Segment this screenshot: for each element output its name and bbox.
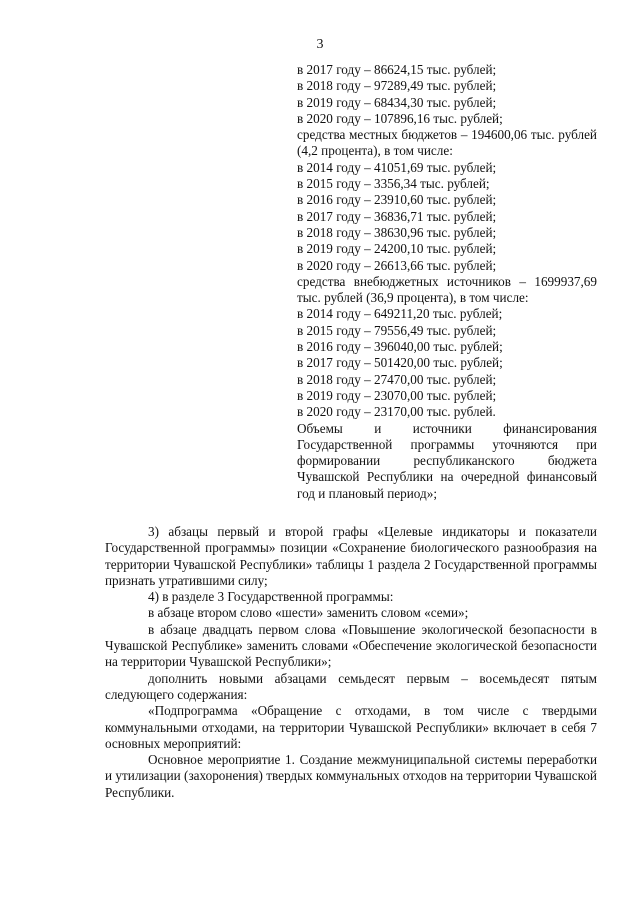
local-line-2015: в 2015 году – 3356,34 тыс. рублей; xyxy=(297,176,490,192)
local-line-2016: в 2016 году – 23910,60 тыс. рублей; xyxy=(297,192,497,208)
local-line-2019: в 2019 году – 24200,10 тыс. рублей; xyxy=(297,241,497,257)
paragraph-item-3: 3) абзацы первый и второй графы «Целевые индикаторы и показатели Государственной программы» позиции «Сохранение биологического разнообразия на территории Чувашской Республики» таблицы 1 раздела 2 Государственной программы признать утратившими силу; xyxy=(105,524,597,588)
funding-column xyxy=(297,62,597,502)
paragraph-main-activity-1: Основное мероприятие 1. Создание межмуниципальной системы переработки и утилизации (захоронения) твердых коммунальных отходов на территории Чувашской Республики. xyxy=(105,752,597,800)
funding-line-2020: в 2020 году – 107896,16 тыс. рублей; xyxy=(297,110,503,126)
offbudget-line-2017: в 2017 году – 501420,00 тыс. рублей; xyxy=(297,355,503,371)
paragraph-replace-phrase: в абзаце двадцать первом слова «Повышение экологической безопасности в Чувашской Республике» заменить словами «Обеспечение экологической безопасности на территории Чувашской Республики»; xyxy=(105,621,597,670)
funding-closing-note: Объемы и источники финансирования Государственной программы уточняются при формировании республиканского бюджета Чувашской Республики на очередной финансовый год и плановый период»; xyxy=(297,420,597,501)
funding-line-2017: в 2017 году – 86624,15 тыс. рублей; xyxy=(297,62,497,77)
offbudget-line-2016: в 2016 году – 396040,00 тыс. рублей; xyxy=(297,339,503,355)
funding-line-2018: в 2018 году – 97289,49 тыс. рублей; xyxy=(297,78,497,94)
offbudget-heading: средства внебюджетных источников – 1699937,69 тыс. рублей (36,9 процента), в том числе: xyxy=(297,273,597,306)
paragraph-subprogram: «Подпрограмма «Обращение с отходами, в том числе с твердыми коммунальными отходами, на территории Чувашской Республики» включает в себя 7 основных мероприятий: xyxy=(105,703,597,751)
offbudget-line-2019: в 2019 году – 23070,00 тыс. рублей; xyxy=(297,387,497,403)
funding-line-2019: в 2019 году – 68434,30 тыс. рублей; xyxy=(297,94,497,110)
local-line-2018: в 2018 году – 38630,96 тыс. рублей; xyxy=(297,224,497,240)
local-budgets-heading: средства местных бюджетов – 194600,06 тыс. рублей (4,2 процента), в том числе: xyxy=(297,127,597,159)
offbudget-line-2015: в 2015 году – 79556,49 тыс. рублей; xyxy=(297,322,497,338)
paragraph-replace-word: в абзаце втором слово «шести» заменить словом «семи»; xyxy=(148,605,469,621)
offbudget-line-2014: в 2014 году – 649211,20 тыс. рублей; xyxy=(297,306,503,322)
local-line-2017: в 2017 году – 36836,71 тыс. рублей; xyxy=(297,208,497,224)
paragraph-item-4: 4) в разделе 3 Государственной программы: xyxy=(148,589,394,605)
paragraph-add-new: дополнить новыми абзацами семьдесят первым – восемьдесят пятым следующего содержания: xyxy=(105,670,597,702)
page-number: 3 xyxy=(316,37,324,52)
offbudget-line-2020: в 2020 году – 23170,00 тыс. рублей. xyxy=(297,404,496,420)
local-line-2020: в 2020 году – 26613,66 тыс. рублей; xyxy=(297,257,497,273)
amendments-body xyxy=(105,524,597,801)
local-line-2014: в 2014 году – 41051,69 тыс. рублей; xyxy=(297,159,497,175)
offbudget-line-2018: в 2018 году – 27470,00 тыс. рублей; xyxy=(297,371,497,387)
